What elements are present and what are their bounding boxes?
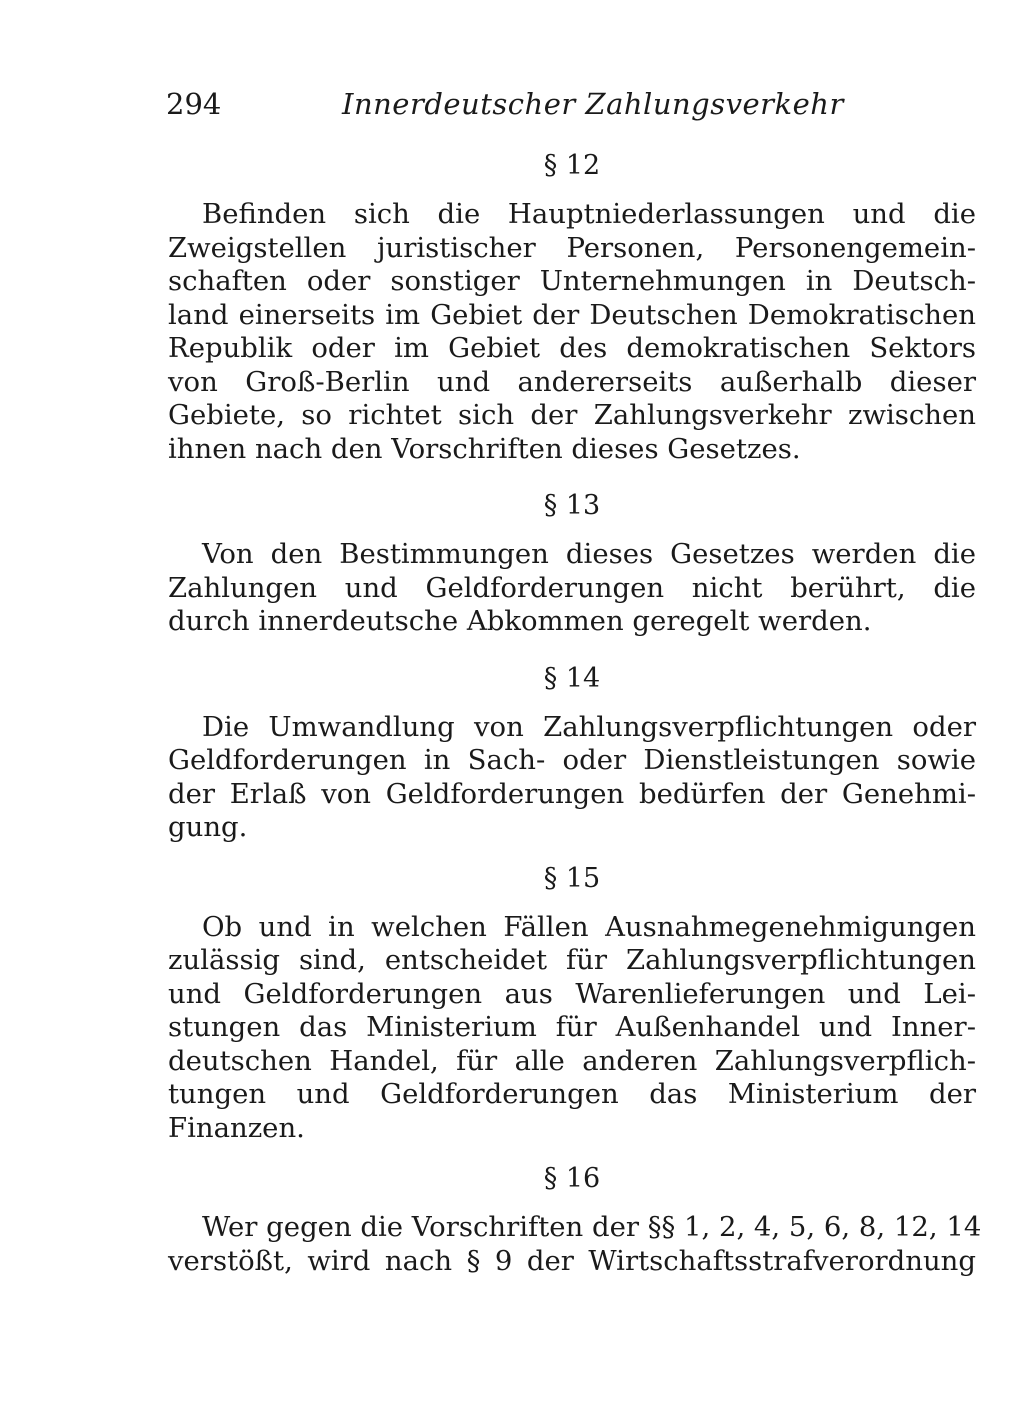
section-body bbox=[168, 198, 976, 466]
section-14 bbox=[168, 661, 976, 845]
text-line: land einerseits im Gebiet der Deutschen Demokratischen bbox=[168, 298, 976, 331]
page-header bbox=[166, 82, 986, 126]
section-heading: § 16 bbox=[543, 1163, 601, 1194]
page-number: 294 bbox=[166, 87, 222, 121]
text-line: schaften oder sonstiger Unternehmungen in Deutsch- bbox=[168, 265, 976, 297]
section-heading: § 12 bbox=[543, 150, 601, 181]
text-line: stungen das Ministerium für Außenhandel und Inner- bbox=[168, 1011, 976, 1043]
text-line: Wer gegen die Vorschriften der §§ 1, 2, 4, 5, 6, 8, 12, 14 bbox=[202, 1211, 982, 1243]
section-body bbox=[168, 711, 976, 845]
text-line: und Geldforderungen aus Warenlieferungen und Lei- bbox=[168, 977, 976, 1010]
section-body bbox=[168, 1211, 982, 1278]
section-heading: § 14 bbox=[543, 662, 601, 694]
text-line: Zahlungen und Geldforderungen nicht berührt, die bbox=[168, 571, 976, 604]
text-line: Zweigstellen juristischer Personen, Personengemein- bbox=[168, 231, 976, 264]
section-heading: § 13 bbox=[543, 490, 601, 521]
running-title: Innerdeutscher Zahlungsverkehr bbox=[342, 87, 844, 121]
text-line: Befinden sich die Hauptniederlassungen und die bbox=[202, 198, 976, 230]
section-12 bbox=[168, 148, 976, 466]
text-line: verstößt, wird nach § 9 der Wirtschaftsstrafverordnung bbox=[168, 1244, 976, 1277]
text-line: Republik oder im Gebiet des demokratischen Sektors bbox=[168, 332, 976, 364]
section-16 bbox=[168, 1161, 982, 1278]
text-line: Geldforderungen in Sach- oder Dienstleistungen sowie bbox=[168, 744, 976, 776]
page-content bbox=[168, 148, 982, 1278]
text-line: ihnen nach den Vorschriften dieses Gesetzes. bbox=[168, 432, 801, 465]
text-line: durch innerdeutsche Abkommen geregelt werden. bbox=[168, 605, 872, 637]
section-15 bbox=[168, 861, 976, 1146]
text-line: Die Umwandlung von Zahlungsverpflichtungen oder bbox=[202, 710, 976, 743]
section-body bbox=[168, 538, 976, 639]
section-body bbox=[168, 911, 976, 1146]
text-line: Gebiete, so richtet sich der Zahlungsverkehr zwischen bbox=[168, 399, 976, 431]
text-line: deutschen Handel, für alle anderen Zahlungsverpflich- bbox=[168, 1044, 976, 1077]
text-line: zulässig sind, entscheidet für Zahlungsverpflichtungen bbox=[168, 944, 976, 976]
text-line: der Erlaß von Geldforderungen bedürfen der Genehmi- bbox=[168, 777, 976, 810]
text-line: von Groß-Berlin und andererseits außerhalb dieser bbox=[168, 365, 976, 398]
text-line: Von den Bestimmungen dieses Gesetzes werden die bbox=[202, 538, 976, 570]
text-line: Ob und in welchen Fällen Ausnahmegenehmigungen bbox=[202, 910, 976, 943]
text-line: gung. bbox=[168, 811, 248, 843]
text-line: Finanzen. bbox=[168, 1111, 305, 1144]
section-13 bbox=[168, 488, 976, 639]
text-line: tungen und Geldforderungen das Ministerium der bbox=[168, 1078, 976, 1110]
section-heading: § 15 bbox=[543, 862, 601, 894]
